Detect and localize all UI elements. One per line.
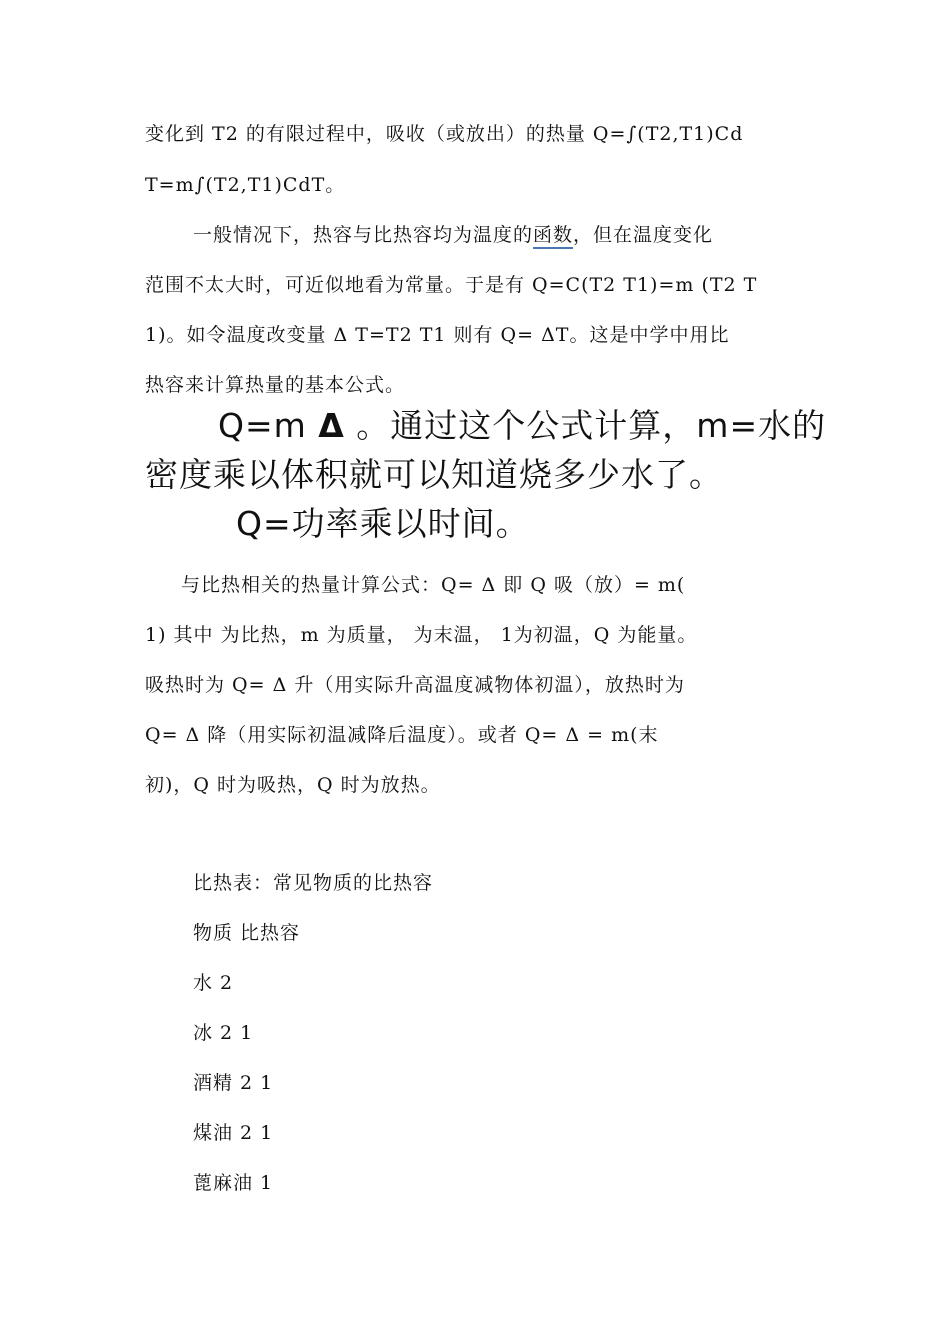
formula-line-2: 1) 其中 为比热，m 为质量， 为末温， 1为初温，Q 为能量。 — [145, 624, 698, 646]
paragraph-1-line-2: T=m∫(T2,T1)CdT。 — [145, 174, 346, 196]
paragraph-2-line-1 — [193, 222, 713, 248]
formula-line-5: 初)，Q 时为吸热，Q 时为放热。 — [145, 774, 441, 796]
large-text-rest: 。通过这个公式计算，m=水的 — [344, 406, 827, 445]
spellcheck-underlined-word: 函数 — [533, 224, 573, 249]
formula-line-3: 吸热时为 Q= Δ 升（用实际升高温度减物体初温），放热时为 — [145, 674, 685, 696]
table-row: 酒精 2 1 — [193, 1072, 274, 1094]
large-text-formula: Q=m — [218, 406, 319, 445]
paragraph-2-line-4: 热容来计算热量的基本公式。 — [145, 374, 406, 396]
paragraph-2-text-c: ，但在温度变化 — [573, 224, 714, 246]
formula-line-4: Q= Δ 降（用实际初温减降后温度）。或者 Q= Δ = m(末 — [145, 724, 659, 746]
large-text-line-2: 密度乘以体积就可以知道烧多少水了。 — [145, 455, 723, 494]
table-row: 冰 2 1 — [193, 1022, 254, 1044]
large-text-line-1 — [218, 406, 826, 446]
table-header: 物质 比热容 — [193, 922, 301, 944]
paragraph-2-line-3: 1)。如令温度改变量 Δ T=T2 T1 则有 Q= ΔT。这是中学中用比 — [145, 324, 730, 346]
delta-symbol: Δ — [318, 406, 345, 445]
paragraph-2-line-2: 范围不太大时，可近似地看为常量。于是有 Q=C(T2 T1)=m (T2 T — [145, 274, 758, 296]
formula-line-1: 与比热相关的热量计算公式：Q= Δ 即 Q 吸（放）= m( — [181, 574, 686, 596]
table-row: 煤油 2 1 — [193, 1122, 274, 1144]
table-row: 水 2 — [193, 972, 234, 994]
table-title: 比热表：常见物质的比热容 — [193, 872, 434, 894]
paragraph-2-text-a: 一般情况下，热容与比热容均为温度的 — [193, 224, 534, 246]
table-row: 蓖麻油 1 — [193, 1172, 274, 1194]
large-text-line-3: Q=功率乘以时间。 — [236, 504, 530, 543]
paragraph-1-line-1: 变化到 T2 的有限过程中，吸收（或放出）的热量 Q=∫(T2,T1)Cd — [145, 123, 744, 145]
